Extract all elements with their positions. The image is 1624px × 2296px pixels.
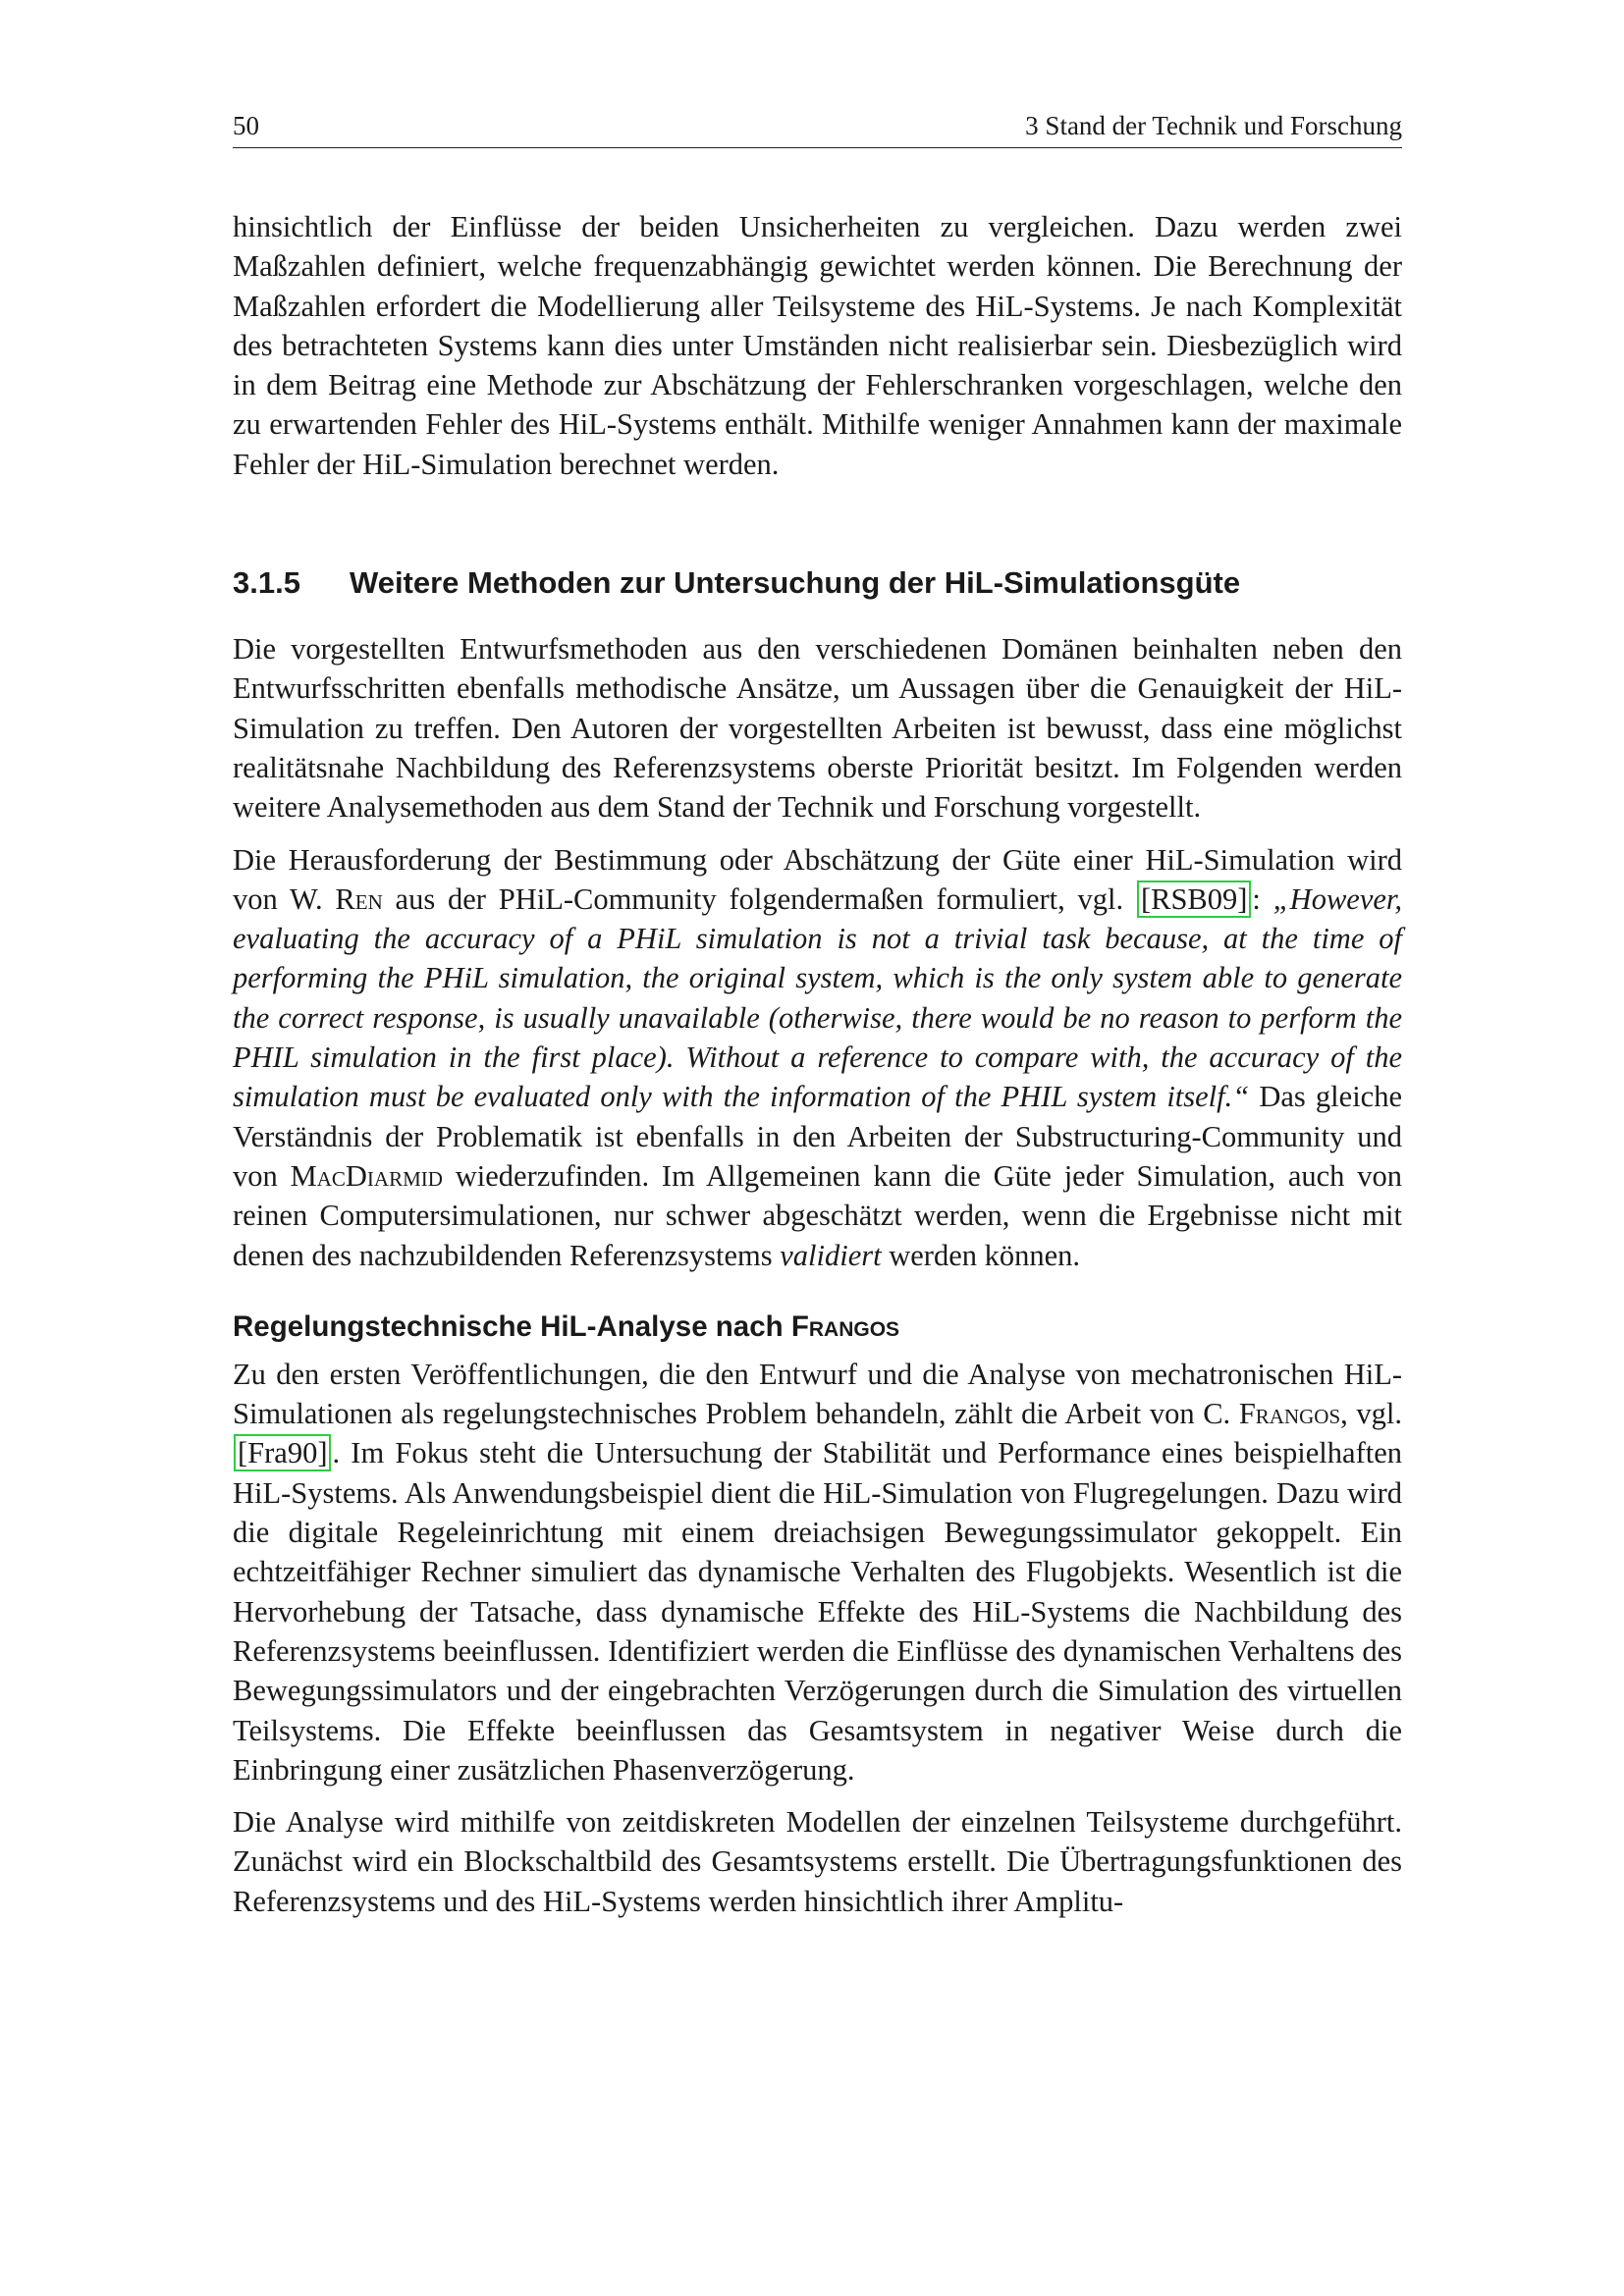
text-run: Die Herausforderung der Bestimmung oder Abschätzung der Güte einer HiL-Simulation wird von W.: [233, 842, 1402, 916]
chapter-title: 3 Stand der Technik und Forschung: [1025, 111, 1402, 140]
text-run: :: [1252, 881, 1261, 916]
citation-link[interactable]: [Fra90]: [234, 1434, 331, 1471]
quotation: „However, evaluating the accuracy of a PHiL simulation is not a trivial task because, at the time of performing the PHiL simulation, the original system, which is the only system able to generate the correct response, is usually unavailable (otherwise, there would be no reason to perform the PHIL simulation in the first place). Without a reference to compare with, the accuracy of the simulation must be evaluated only with the information of the PHIL system itself.“: [233, 881, 1403, 1114]
section-title: Weitere Methoden zur Untersuchung der HiL-Simulationsgüte: [350, 565, 1241, 601]
author-name: Frangos: [790, 1309, 900, 1343]
section-number: 3.1.5: [233, 565, 300, 601]
citation-link[interactable]: [RSB09]: [1137, 881, 1251, 918]
page-number: 50: [233, 111, 259, 140]
author-name: Ren: [335, 881, 383, 916]
paragraph-4: [233, 1355, 1402, 1789]
paragraph-5: Die Analyse wird mithilfe von zeitdiskreten Modellen der einzelnen Teilsysteme durchgeführt. Zunächst wird ein Blockschaltbild des Gesamtsystems erstellt. Die Übertragungsfunktionen des Referenzsystems und des HiL-Systems werden hinsichtlich ihrer Amplitu-: [233, 1805, 1402, 1918]
page: [233, 110, 1402, 1921]
section-heading: [233, 563, 1402, 603]
text-run: wiederzufinden. Im Allgemeinen kann die Güte jeder Simulation, auch von reinen Computersimulationen, nur schwer abgeschätzt werden, wenn die Ergebnisse nicht mit denen des nachzubildenden Referenzsystems: [233, 1158, 1403, 1272]
text-run: aus der PHiL-Community folgendermaßen formuliert, vgl.: [395, 881, 1124, 916]
running-header: [233, 110, 1402, 148]
paragraph-2: Die vorgestellten Entwurfsmethoden aus den verschiedenen Domänen beinhalten neben den Entwurfsschritten ebenfalls methodische Ansätze, um Aussagen über die Genauigkeit der HiL-Simulation zu treffen. Den Autoren der vorgestellten Arbeiten ist bewusst, dass eine möglichst realitätsnahe Nachbildung des Referenzsystems oberste Priorität besitzt. Im Folgenden werden weitere Analysemethoden aus dem Stand der Technik und Forschung vorgestellt.: [233, 632, 1402, 825]
subheading-text: Regelungstechnische HiL-Analyse nach: [233, 1309, 784, 1343]
subheading: [233, 1308, 1402, 1347]
body-text: [233, 207, 1402, 1921]
text-run: Das gleiche Verständnis der Problematik ist ebenfalls in den Arbeiten der Substructuring-Community und von: [233, 1080, 1402, 1193]
author-name: Frangos: [1238, 1397, 1341, 1431]
author-name: MacDiarmid: [290, 1158, 443, 1193]
paragraph-3: [233, 840, 1402, 1275]
text-run: . Im Fokus steht die Untersuchung der Stabilität und Performance eines beispielhaften HiL-Systems. Als Anwendungsbeispiel dient die HiL-Simulation von Flugregelungen. Dazu wird die digitale Regeleinrichtung mit einem dreiachsigen Bewegungssimulator gekoppelt. Ein echtzeitfähiger Rechner simuliert das dynamische Verhalten des Flugobjekts. Wesentlich ist die Hervorhebung der Tatsache, dass dynamische Effekte des HiL-Systems die Nachbildung des Referenzsystems beeinflussen. Identifiziert werden die Einflüsse des dynamischen Verhaltens des Bewegungssimulators und der eingebrachten Verzögerungen durch die Simulation des virtuellen Teilsystems. Die Effekte beeinflussen das Gesamtsystem in negativer Weise durch die Einbringung einer zusätzlichen Phasenverzögerung.: [233, 1436, 1402, 1787]
paragraph-1: hinsichtlich der Einflüsse der beiden Unsicherheiten zu vergleichen. Dazu werden zwei Maßzahlen definiert, welche frequenzabhängig gewichtet werden können. Die Berechnung der Maßzahlen erfordert die Modellierung aller Teilsysteme des HiL-Systems. Je nach Komplexität des betrachteten Systems kann dies unter Umständen nicht realisierbar sein. Diesbezüglich wird in dem Beitrag eine Methode zur Abschätzung der Fehlerschranken vorgeschlagen, welche den zu erwartenden Fehler des HiL-Systems enthält. Mithilfe weniger Annahmen kann der maximale Fehler der HiL-Simulation berechnet werden.: [233, 210, 1402, 481]
text-run: Zu den ersten Veröffentlichungen, die den Entwurf und die Analyse von mechatronischen HiL-Simulationen als regelungstechnisches Problem behandeln, zählt die Arbeit von C.: [233, 1357, 1402, 1431]
text-run: , vgl.: [1340, 1397, 1402, 1431]
emphasis: validiert: [780, 1238, 882, 1272]
text-run: werden können.: [889, 1238, 1081, 1272]
